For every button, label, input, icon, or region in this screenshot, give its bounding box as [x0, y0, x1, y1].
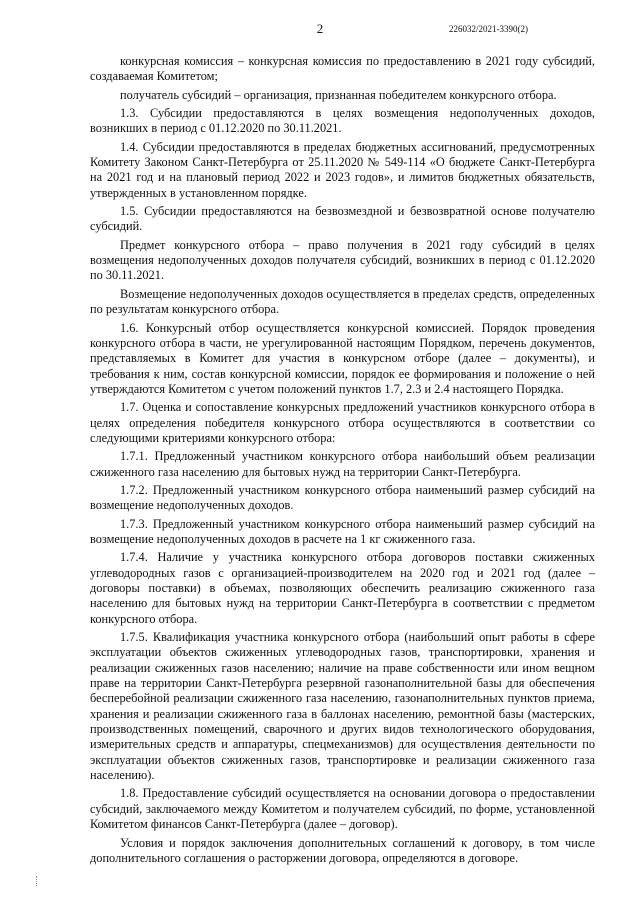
paragraph: 1.7.1. Предложенный участником конкурсного отбора наибольший объем реализации сжиженного газа населению для бытовых нужд на территории Санкт-Петербурга.	[90, 449, 595, 479]
paragraph: получатель субсидий – организация, признанная победителем конкурсного отбора.	[120, 87, 557, 102]
document-id: 226032/2021-3390(2)	[449, 24, 528, 34]
paragraph: конкурсная комиссия – конкурсная комиссия по предоставлению в 2021 году субсидий, создаваемая Комитетом;	[90, 54, 595, 84]
paragraph: 1.4. Субсидии предоставляются в пределах бюджетных ассигнований, предусмотренных Комитету Законом Санкт-Петербурга от 25.11.2020 № 549-114 «О бюджете Санкт-Петербурга на 2021 год и на плановый период 2022 и 2023 годов», и лимитов бюджетных обязательств, утвержденных в установленном порядке.	[90, 139, 595, 200]
paragraph: 1.5. Субсидии предоставляются на безвозмездной и безвозвратной основе получателю субсидий.	[90, 204, 595, 234]
paragraph: 1.7.5. Квалификация участника конкурсного отбора (наибольший опыт работы в сфере эксплуатации объектов сжиженных углеводородных газов, транспортировки, хранения и реализации сжиженных газов населению; наличие на праве собственности или ином вещном праве на территории Санкт-Петербурга резервной газонаполнительной базы для обеспечения бесперебойной реализации сжиженного газа населению, газонаполнительных пунктов приема, хранения и реализации сжиженного газа в баллонах населению, ремонтной базы (мастерских, производственных помещений, сварочного и других видов технологического оборудования, измерительных средств и аппаратуры, спецмеханизмов) для осуществления деятельности по эксплуатации объектов сжиженных газов, транспортировке и реализации сжиженного газа населению).	[90, 630, 595, 783]
page-number: 2	[316, 21, 324, 36]
paragraph: Возмещение недополученных доходов осуществляется в пределах средств, определенных по результатам конкурсного отбора.	[90, 286, 595, 317]
document-body	[90, 54, 595, 869]
paragraph: 1.6. Конкурсный отбор осуществляется конкурсной комиссией. Порядок проведения конкурсного отбора в части, не урегулированной настоящим Порядком, перечень документов, представляемых в Комитет для участия в конкурсном отборе (далее – документы), и требования к ним, состав конкурсной комиссии, порядок ее формирования и положение о ней утверждаются Комитетом с учетом положений пунктов 1.7, 2.3 и 2.4 настоящего Порядка.	[90, 320, 595, 396]
paragraph: 1.3. Субсидии предоставляются в целях возмещения недополученных доходов, возникших в период с 01.12.2020 по 30.11.2021.	[90, 106, 595, 136]
paragraph: 1.8. Предоставление субсидий осуществляется на основании договора о предоставлении субсидий, заключаемого между Комитетом и получателем субсидий, по форме, установленной Комитетом финансов Санкт-Петербурга (далее – договор).	[90, 786, 595, 832]
paragraph: 1.7.2. Предложенный участником конкурсного отбора наименьший размер субсидий на возмещение недополученных доходов.	[90, 482, 595, 513]
paragraph: Условия и порядок заключения дополнительных соглашений к договору, в том числе дополнительного соглашения о расторжении договора, определяются в договоре.	[90, 835, 595, 865]
paragraph: 1.7. Оценка и сопоставление конкурсных предложений участников конкурсного отбора в целях определения победителя конкурсного отбора осуществляются в соответствии со следующими критериями конкурсного отбора:	[90, 400, 595, 445]
scan-artifact	[36, 876, 39, 886]
paragraph: Предмет конкурсного отбора – право получения в 2021 году субсидий в целях возмещения недополученных доходов получателя субсидий, возникших в период с 01.12.2020 по 30.11.2021.	[90, 237, 595, 283]
paragraph: 1.7.3. Предложенный участником конкурсного отбора наименьший размер субсидий на возмещение недополученных доходов в расчете на 1 кг сжиженного газа.	[90, 516, 595, 546]
paragraph: 1.7.4. Наличие у участника конкурсного отбора договоров поставки сжиженных углеводородных газов с организацией-производителем на 2020 год и 2021 год (далее – договоры поставки) в объемах, позволяющих обеспечить реализацию сжиженного газа населению для бытовых нужд на территории Санкт-Петербурга в соответствии с предметом конкурсного отбора.	[90, 550, 595, 626]
